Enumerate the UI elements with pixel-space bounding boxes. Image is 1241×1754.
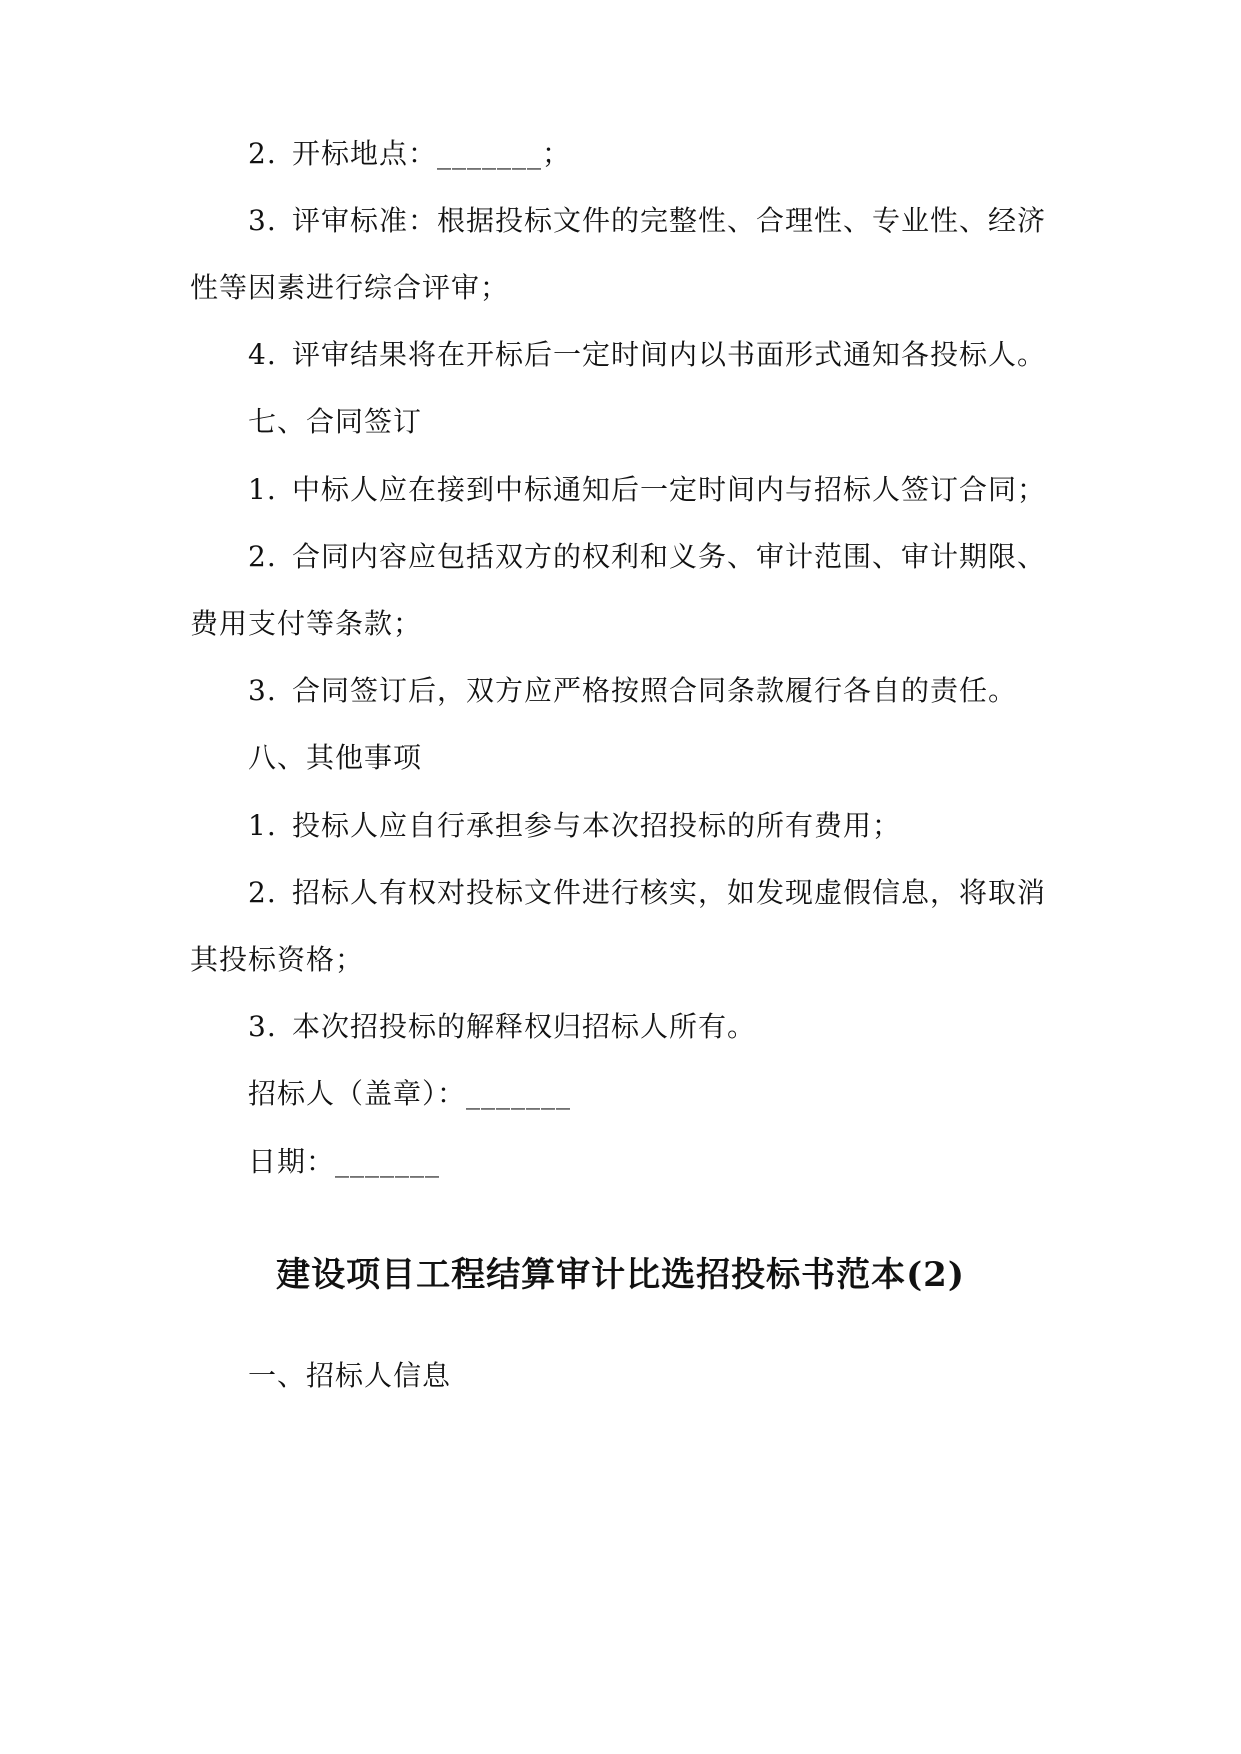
list-number: 2. [248,876,277,909]
list-item [248,537,1046,577]
list-text: 合同内容应包括双方的权利和义务、审计范围、审计期限、 [292,540,1047,573]
signature-stamp-line: 招标人（盖章）：_______ [248,1077,572,1110]
list-text: 中标人应在接到中标通知后一定时间内与招标人签订合同； [292,473,1047,506]
list-item [248,806,901,846]
section-heading: 八、其他事项 [248,741,423,774]
list-item-continuation: 性等因素进行综合评审； [190,271,510,304]
document-title: 建设项目工程结算审计比选招投标书范本(2) [276,1255,965,1295]
list-item [248,335,1046,375]
list-item-continuation: 其投标资格； [190,943,365,976]
list-number: 3. [248,674,277,707]
list-item-continuation: 费用支付等条款； [190,607,423,640]
list-text: 投标人应自行承担参与本次招投标的所有费用； [292,809,902,842]
list-number: 2. [248,540,277,573]
list-item [248,1007,756,1047]
list-text: 招标人有权对投标文件进行核实，如发现虚假信息，将取消 [292,876,1047,909]
signature-date-line: 日期：_______ [248,1145,441,1178]
list-item [248,134,571,174]
list-text: 开标地点：_______； [292,137,572,170]
list-item [248,671,1017,711]
list-item [248,873,1046,913]
list-number: 3. [248,1010,277,1043]
list-number: 3. [248,204,277,237]
list-item [248,470,1046,510]
section-heading: 一、招标人信息 [248,1359,452,1392]
list-text: 评审标准：根据投标文件的完整性、合理性、专业性、经济 [292,204,1047,237]
list-text: 评审结果将在开标后一定时间内以书面形式通知各投标人。 [292,338,1047,371]
list-text: 本次招投标的解释权归招标人所有。 [292,1010,757,1043]
list-text: 合同签订后，双方应严格按照合同条款履行各自的责任。 [292,674,1018,707]
list-number: 2. [248,137,277,170]
section-heading: 七、合同签订 [248,405,423,438]
list-number: 1. [248,473,277,506]
list-item [248,201,1046,241]
list-number: 1. [248,809,277,842]
list-number: 4. [248,338,277,371]
